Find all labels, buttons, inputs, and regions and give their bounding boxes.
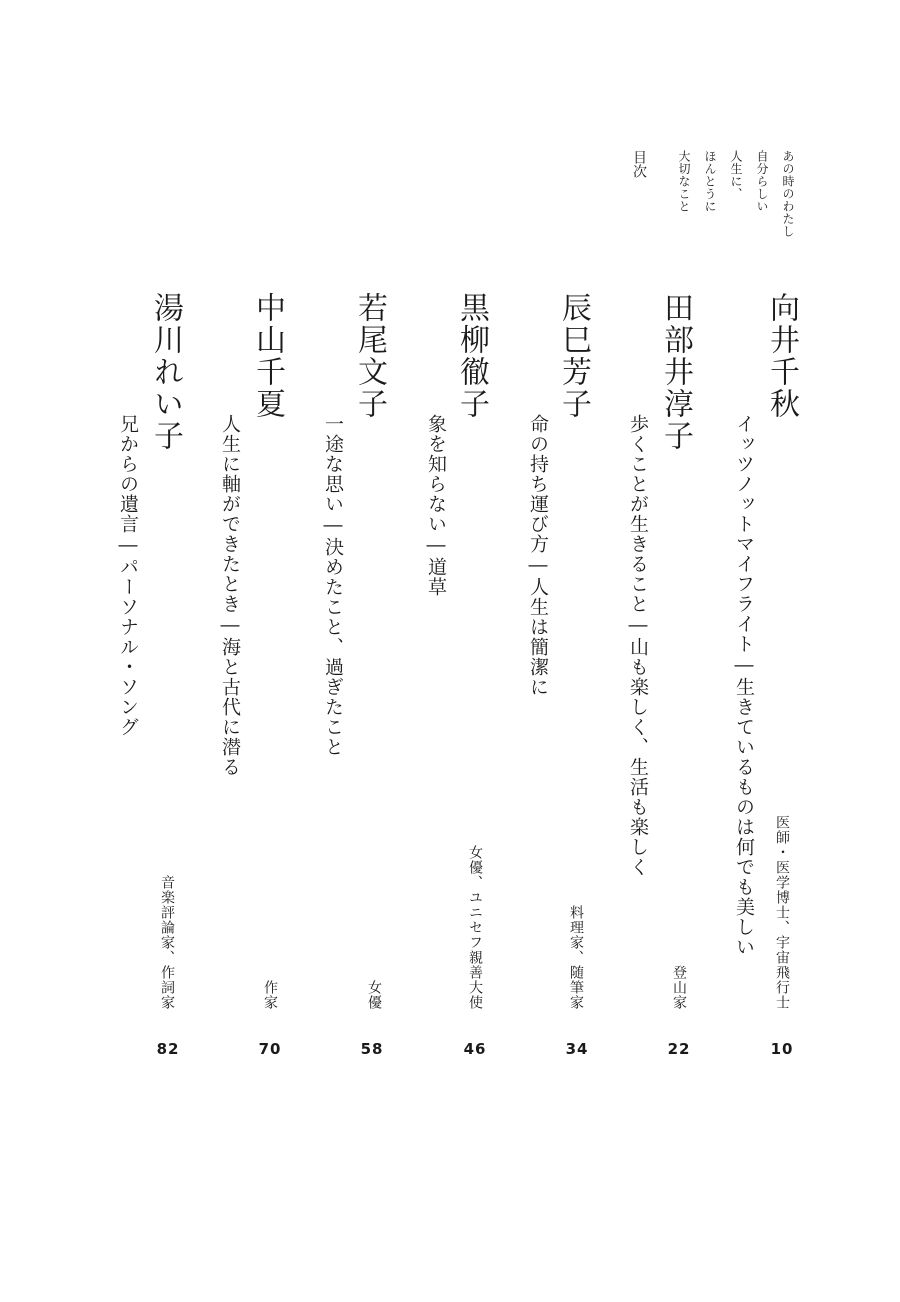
author-name: 田部井淳子: [658, 292, 693, 452]
essay-title: 兄からの遺言―パーソナル・ソング: [117, 414, 139, 737]
essay-title: 象を知らない―道草: [425, 414, 447, 597]
page-number: 70: [258, 1040, 282, 1058]
author-name: 向井千秋: [764, 292, 799, 420]
author-role: 女優: [366, 980, 382, 1010]
essay-title: イッツノットマイフライト―生きているものは何でも美しい: [733, 414, 755, 957]
page-number: 82: [156, 1040, 180, 1058]
series-title-line-5: 大切なこと: [677, 150, 691, 213]
page-number: 22: [667, 1040, 691, 1058]
series-title-line-4: ほんとうに: [703, 150, 717, 213]
dash-separator: ―: [527, 554, 549, 577]
page-number: 34: [565, 1040, 589, 1058]
page-number: 58: [360, 1040, 384, 1058]
dash-separator: ―: [117, 534, 139, 557]
author-role: 音楽評論家、作詞家: [159, 875, 175, 1010]
essay-title: 人生に軸ができたとき―海と古代に潜る: [219, 414, 241, 777]
series-title-line-2: 自分らしい: [755, 150, 769, 213]
essay-title: 歩くことが生きること―山も楽しく、生活も楽しく: [627, 414, 649, 877]
author-role: 作家: [262, 980, 278, 1010]
essay-title: 一途な思い―決めたこと、過ぎたこと: [322, 414, 344, 757]
author-role: 医師・医学博士、宇宙飛行士: [774, 815, 790, 1010]
author-name: 辰巳芳子: [556, 292, 591, 420]
author-role: 登山家: [671, 965, 687, 1010]
author-role: 女優、ユニセフ親善大使: [467, 845, 483, 1010]
dash-separator: ―: [627, 614, 649, 637]
author-role: 料理家、随筆家: [568, 905, 584, 1010]
author-name: 湯川れい子: [148, 292, 183, 452]
series-title-line-1: あの時のわたし: [781, 150, 795, 238]
series-title-line-3: 人生に、: [729, 150, 743, 200]
essay-title: 命の持ち運び方―人生は簡潔に: [527, 414, 549, 697]
page-number: 10: [770, 1040, 794, 1058]
dash-separator: ―: [733, 654, 755, 677]
toc-label: 目次: [631, 150, 647, 178]
author-name: 若尾文子: [352, 292, 387, 420]
dash-separator: ―: [322, 514, 344, 537]
dash-separator: ―: [219, 614, 241, 637]
author-name: 黒柳徹子: [454, 292, 489, 420]
page-number: 46: [463, 1040, 487, 1058]
dash-separator: ―: [425, 534, 447, 557]
author-name: 中山千夏: [250, 292, 285, 420]
